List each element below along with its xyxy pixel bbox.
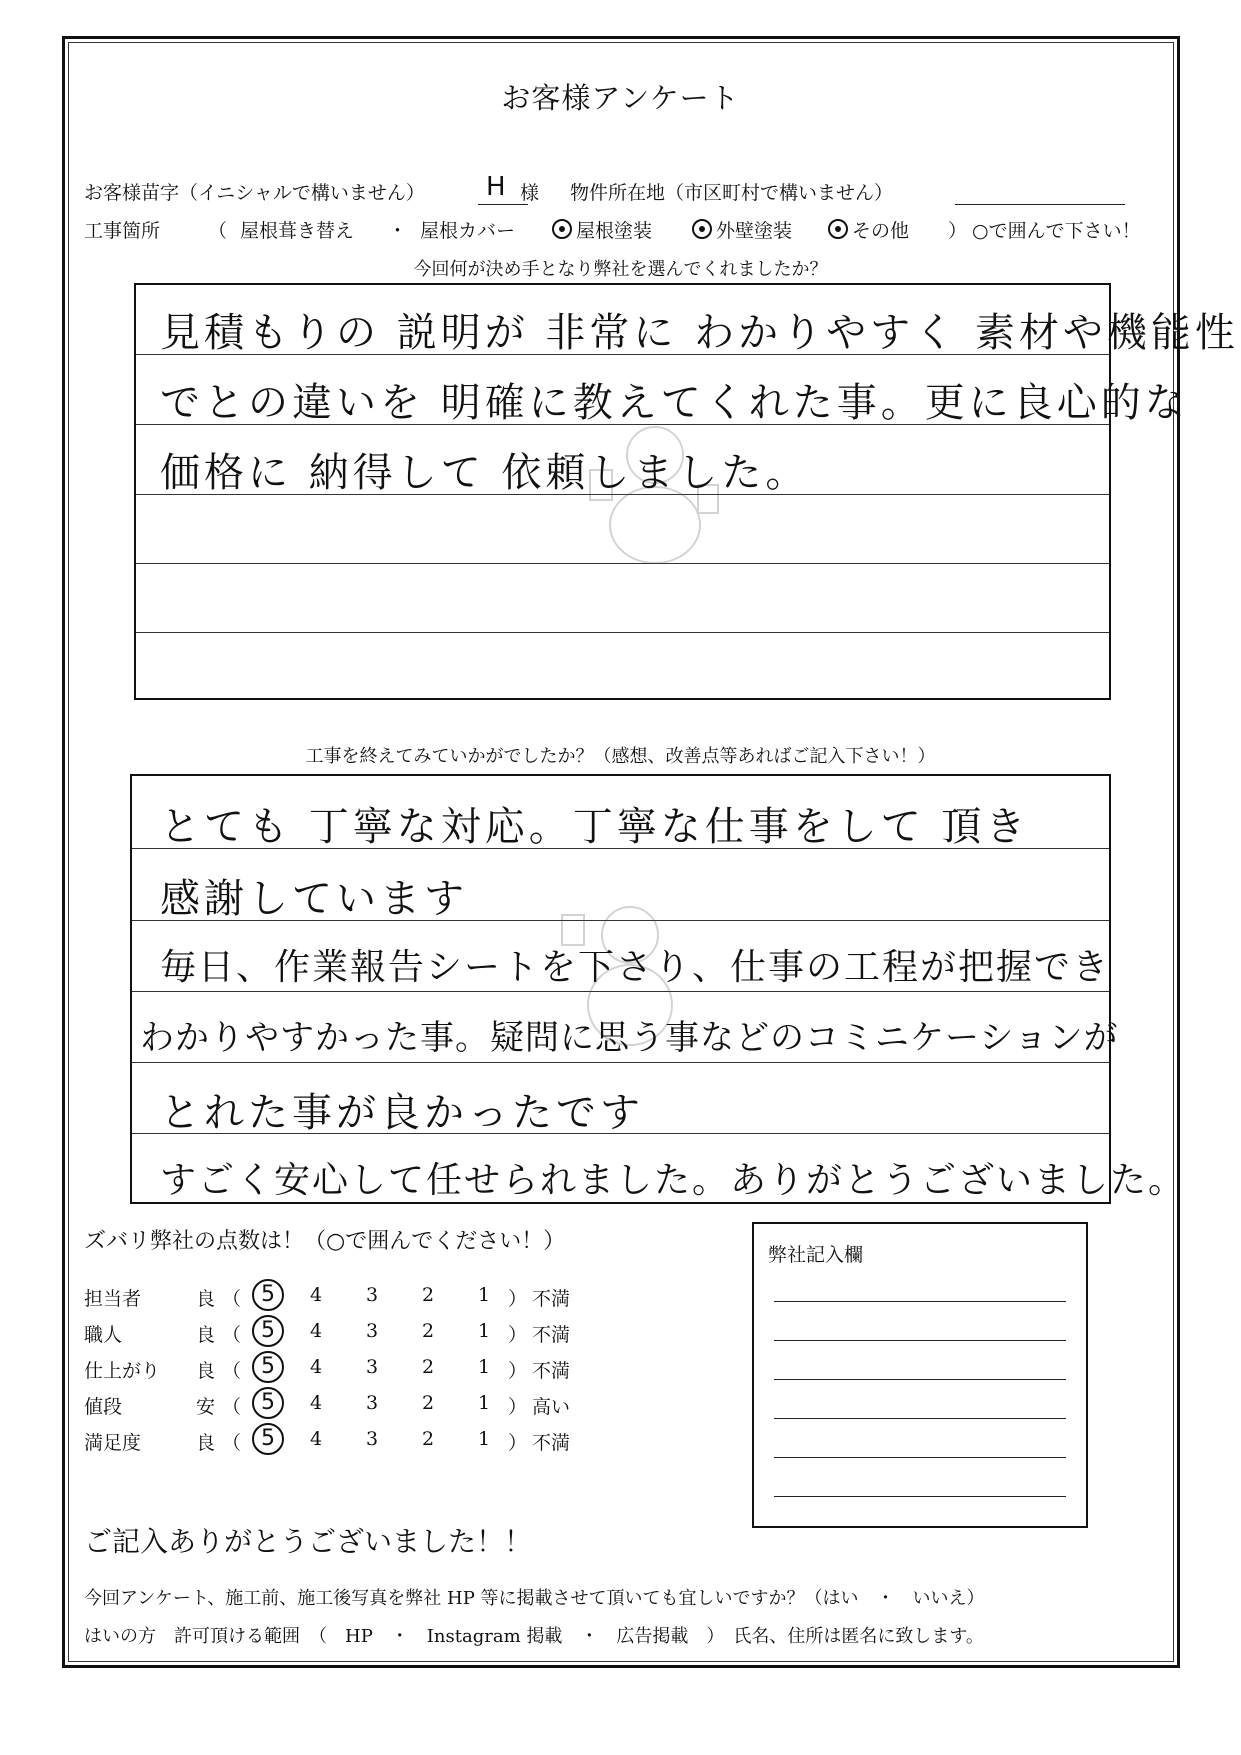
score-4[interactable]: 4 xyxy=(310,1356,323,1378)
q2-answer-line-2: 感謝しています xyxy=(160,876,468,922)
score-1[interactable]: 1 xyxy=(478,1320,491,1342)
q2-answer-line-4: わかりやすかった事。疑問に思う事などのコミニケーションが xyxy=(140,1018,1119,1058)
score-1[interactable]: 1 xyxy=(478,1392,491,1414)
score-3[interactable]: 3 xyxy=(366,1320,379,1342)
q2-answer-line-3: 毎日、作業報告シートを下さり、仕事の工程が把握でき xyxy=(160,947,1111,988)
footer-consent: 今回アンケート、施工前、施工後写真を弊社 HP 等に掲載させて頂いても宜しいですか？（はい ・ いいえ） xyxy=(84,1588,985,1609)
work-label: 工事箇所 xyxy=(84,220,161,242)
work-close-paren: ） xyxy=(948,220,968,242)
q1-answer-line-2: でとの違いを 明確に教えてくれた事。更に良心的な xyxy=(160,380,1189,426)
office-use-box xyxy=(752,1222,1088,1528)
option-roof-replace[interactable]: 屋根葺き替え xyxy=(240,220,355,242)
work-open-paren: （ xyxy=(208,220,228,242)
q2-answer-line-1: とても 丁寧な対応。丁寧な仕事をして 頂き xyxy=(160,804,1030,850)
score-label: 職人 xyxy=(84,1324,123,1346)
score-left-term: 良 xyxy=(196,1324,216,1346)
location-field[interactable] xyxy=(955,204,1125,205)
option-roof-cover[interactable]: 屋根カバー xyxy=(420,220,516,242)
score-2[interactable]: 2 xyxy=(422,1392,435,1414)
score-4[interactable]: 4 xyxy=(310,1428,323,1450)
score-selected[interactable]: 5 xyxy=(252,1315,284,1347)
score-left-term: 良 xyxy=(196,1432,216,1454)
honorific: 様 xyxy=(520,182,540,204)
office-use-label: 弊社記入欄 xyxy=(768,1244,864,1266)
q1-answer-line-1: 見積もりの 説明が 非常に わかりやすく 素材や機能性 xyxy=(160,310,1239,356)
score-4[interactable]: 4 xyxy=(310,1392,323,1414)
score-right-term: 不満 xyxy=(532,1360,571,1382)
score-open-paren: （ xyxy=(222,1288,242,1310)
q1-answer-line-3: 価格に 納得して 依頼しました。 xyxy=(160,450,810,496)
score-selected[interactable]: 5 xyxy=(252,1387,284,1419)
score-right-term: 高い xyxy=(532,1396,571,1418)
score-2[interactable]: 2 xyxy=(422,1284,435,1306)
score-label: 仕上がり xyxy=(84,1360,161,1382)
surname-value[interactable]: H xyxy=(486,172,506,202)
option-roof-paint[interactable]: 屋根塗装 xyxy=(552,216,652,243)
score-2[interactable]: 2 xyxy=(422,1320,435,1342)
score-close-paren: ） xyxy=(508,1432,528,1454)
score-3[interactable]: 3 xyxy=(366,1428,379,1450)
score-right-term: 不満 xyxy=(532,1288,571,1310)
score-3[interactable]: 3 xyxy=(366,1356,379,1378)
score-label: 値段 xyxy=(84,1396,123,1418)
score-1[interactable]: 1 xyxy=(478,1356,491,1378)
score-4[interactable]: 4 xyxy=(310,1284,323,1306)
option-separator: ・ xyxy=(388,220,408,242)
q1-question: 今回何が決め手となり弊社を選んでくれましたか？ xyxy=(413,259,828,280)
option-wall-paint[interactable]: 外壁塗装 xyxy=(692,216,792,243)
footer-scope: はいの方 許可頂ける範囲 （ HP ・ Instagram 掲載 ・ 広告掲載 ） 氏名、住所は匿名に致します。 xyxy=(84,1626,984,1647)
score-open-paren: （ xyxy=(222,1360,242,1382)
score-selected[interactable]: 5 xyxy=(252,1279,284,1311)
selected-dot-icon xyxy=(552,219,572,239)
score-left-term: 安 xyxy=(196,1396,216,1418)
score-3[interactable]: 3 xyxy=(366,1284,379,1306)
q2-answer-line-5: とれた事が良かったです xyxy=(160,1090,644,1136)
score-open-paren: （ xyxy=(222,1432,242,1454)
score-left-term: 良 xyxy=(196,1288,216,1310)
q2-question: 工事を終えてみていかがでしたか？（感想、改善点等あればご記入下さい！） xyxy=(305,746,936,767)
location-label: 物件所在地（市区町村で構いません） xyxy=(570,182,894,204)
form-title: お客様アンケート xyxy=(501,81,740,115)
thanks-message: ご記入ありがとうございました！！ xyxy=(84,1525,533,1558)
score-selected[interactable]: 5 xyxy=(252,1351,284,1383)
selected-dot-icon xyxy=(828,219,848,239)
score-close-paren: ） xyxy=(508,1288,528,1310)
score-right-term: 不満 xyxy=(532,1432,571,1454)
score-2[interactable]: 2 xyxy=(422,1356,435,1378)
score-open-paren: （ xyxy=(222,1396,242,1418)
score-close-paren: ） xyxy=(508,1396,528,1418)
selected-dot-icon xyxy=(692,219,712,239)
score-label: 満足度 xyxy=(84,1432,142,1454)
work-instruction: ○で囲んで下さい！ xyxy=(972,220,1141,242)
score-1[interactable]: 1 xyxy=(478,1284,491,1306)
score-3[interactable]: 3 xyxy=(366,1392,379,1414)
surname-label: お客様苗字（イニシャルで構いません） xyxy=(84,182,425,204)
score-close-paren: ） xyxy=(508,1360,528,1382)
q2-answer-line-6: すごく安心して任せられました。ありがとうございました。 xyxy=(160,1160,1187,1201)
option-other[interactable]: その他 xyxy=(828,216,909,243)
score-selected[interactable]: 5 xyxy=(252,1423,284,1455)
score-heading: ズバリ弊社の点数は！（○で囲んでください！） xyxy=(84,1229,566,1254)
score-label: 担当者 xyxy=(84,1288,142,1310)
score-open-paren: （ xyxy=(222,1324,242,1346)
score-left-term: 良 xyxy=(196,1360,216,1382)
score-2[interactable]: 2 xyxy=(422,1428,435,1450)
score-1[interactable]: 1 xyxy=(478,1428,491,1450)
score-close-paren: ） xyxy=(508,1324,528,1346)
score-right-term: 不満 xyxy=(532,1324,571,1346)
score-4[interactable]: 4 xyxy=(310,1320,323,1342)
